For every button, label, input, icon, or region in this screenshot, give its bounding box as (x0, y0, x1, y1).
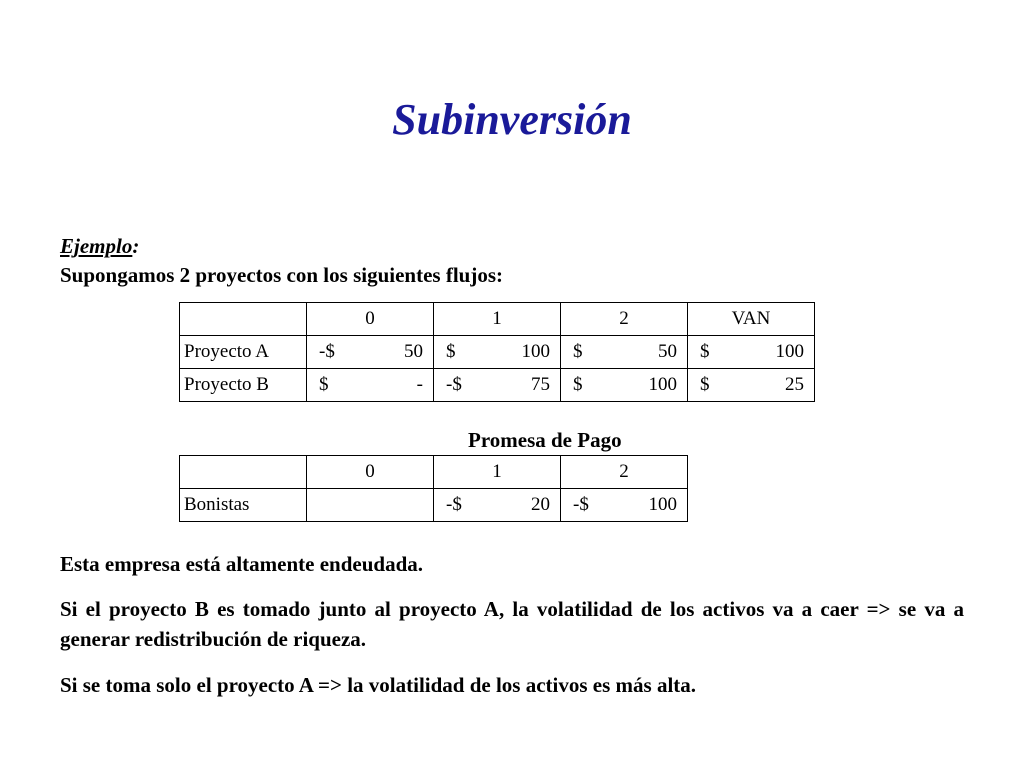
amount: 100 (775, 341, 804, 362)
header-cell-period-2: 2 (561, 303, 688, 336)
money-cell (307, 489, 434, 522)
payment-promise-table (179, 455, 688, 522)
header-cell-period-0: 0 (307, 303, 434, 336)
example-label (60, 234, 139, 258)
amount: 20 (531, 494, 550, 515)
amount: 100 (521, 341, 550, 362)
amount: - (416, 374, 423, 395)
currency-symbol: -$ (319, 341, 335, 362)
header-cell-period-2: 2 (561, 456, 688, 489)
cash-flows-table (179, 302, 815, 402)
amount: 25 (785, 374, 804, 395)
money-cell (561, 489, 688, 522)
header-cell-period-1: 1 (434, 456, 561, 489)
promise-title: Promesa de Pago (468, 428, 622, 452)
money-cell (307, 369, 434, 402)
table-row (180, 489, 688, 522)
header-cell-period-1: 1 (434, 303, 561, 336)
amount: 50 (404, 341, 423, 362)
money-cell (561, 336, 688, 369)
money-cell (688, 336, 815, 369)
table-row (180, 336, 815, 369)
paragraph-volatility-drop: Si el proyecto B es tomado junto al proyecto A, la volatilidad de los activos va a caer => se va a generar redistribución de riqueza. (60, 597, 964, 651)
amount: 50 (658, 341, 677, 362)
money-cell (307, 336, 434, 369)
row-label: Bonistas (180, 489, 307, 522)
currency-symbol: $ (573, 341, 583, 362)
paragraph-volatility-high: Si se toma solo el proyecto A => la volatilidad de los activos es más alta. (60, 673, 697, 697)
amount: 75 (531, 374, 550, 395)
currency-symbol: -$ (446, 494, 462, 515)
currency-symbol: $ (700, 374, 710, 395)
intro-text: Supongamos 2 proyectos con los siguientes flujos: (60, 263, 503, 287)
header-cell-period-0: 0 (307, 456, 434, 489)
header-cell-blank (180, 303, 307, 336)
page-title: Subinversión (392, 95, 632, 144)
table-header-row (180, 456, 688, 489)
currency-symbol: $ (573, 374, 583, 395)
money-cell (561, 369, 688, 402)
currency-symbol: $ (319, 374, 329, 395)
currency-symbol: $ (446, 341, 456, 362)
example-label-colon: : (132, 234, 140, 258)
amount: 100 (648, 494, 677, 515)
money-cell (434, 369, 561, 402)
currency-symbol: -$ (573, 494, 589, 515)
header-cell-van: VAN (688, 303, 815, 336)
table-header-row (180, 303, 815, 336)
money-cell (434, 489, 561, 522)
money-cell (688, 369, 815, 402)
paragraph-indebted: Esta empresa está altamente endeudada. (60, 552, 424, 576)
amount: 100 (648, 374, 677, 395)
example-label-text: Ejemplo (60, 234, 133, 258)
row-label: Proyecto A (180, 336, 307, 369)
currency-symbol: $ (700, 341, 710, 362)
row-label: Proyecto B (180, 369, 307, 402)
table-row (180, 369, 815, 402)
header-cell-blank (180, 456, 307, 489)
money-cell (434, 336, 561, 369)
currency-symbol: -$ (446, 374, 462, 395)
